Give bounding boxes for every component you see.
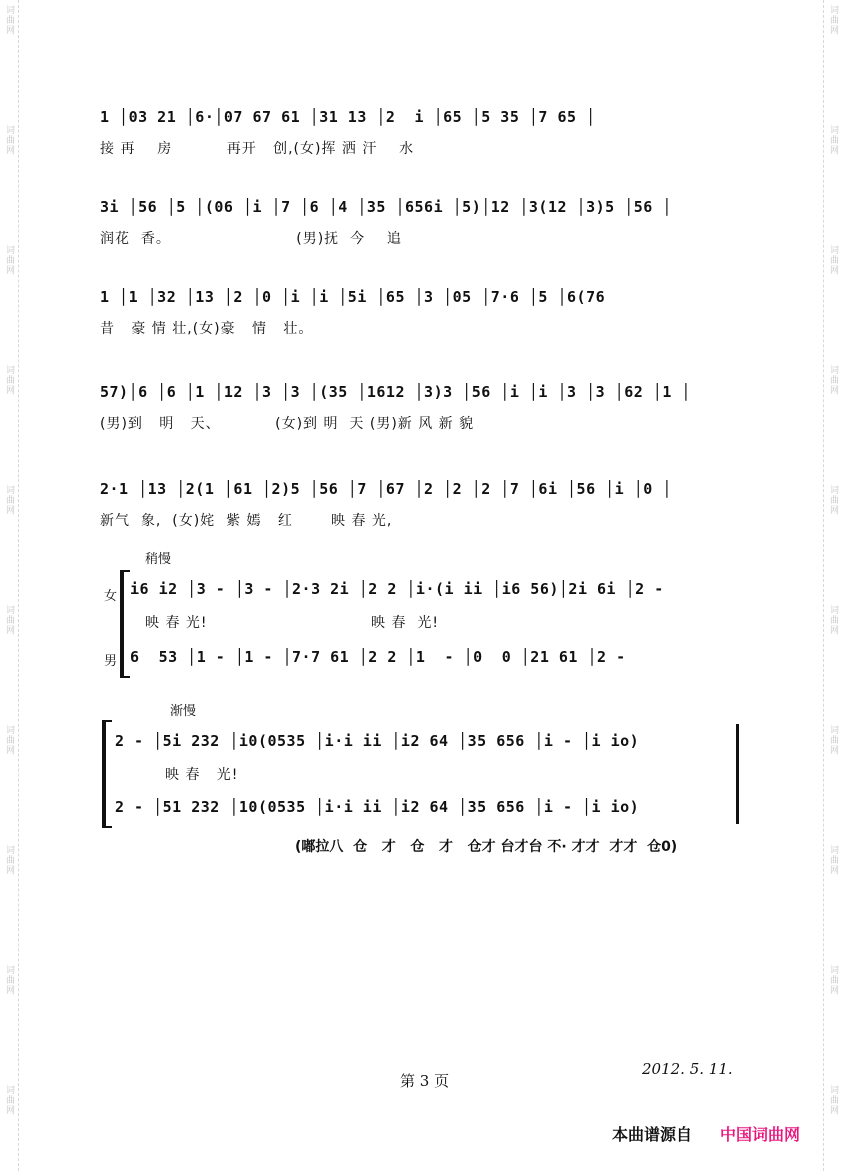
score-system-5: [100, 472, 745, 532]
male-staff: [115, 792, 740, 822]
watermark: 词曲网: [4, 125, 14, 155]
watermark: 词曲网: [4, 1085, 14, 1115]
left-margin-strip: [0, 0, 19, 1171]
lyrics-line: (男)到 明 天、 (女)到 明 天 (男)新 风 新 貌: [100, 416, 475, 432]
lyrics-line: 润花 香。 (男)抚 今 追: [100, 231, 402, 247]
female-notation-line: i6 i2 │3 - │3 - │2·3 2i │2 2 │i·(i ii │i6 56)│2i 6i │2 -: [130, 580, 664, 598]
source-label: 本曲谱源自: [612, 1125, 693, 1144]
male-notation-line: 2 - │51 232 │10(0535 │i·i ii │i2 64 │35 656 │i - │i io): [115, 798, 640, 816]
system-brace: [120, 570, 130, 678]
notation-line: 1 │1 │32 │13 │2 │0 │i │i │5i │65 │3 │05 │7·6 │5 │6(76: [100, 288, 606, 306]
watermark: 词曲网: [4, 605, 14, 635]
watermark: 词曲网: [4, 845, 14, 875]
notation-line: 2·1 │13 │2(1 │61 │2)5 │56 │7 │67 │2 │2 │2 │7 │6i │56 │i │0 │: [100, 480, 672, 498]
notation-line: 3i │56 │5 │(06 │i │7 │6 │4 │35 │656i │5)│12 │3(12 │3)5 │56 │: [100, 198, 672, 216]
watermark: 词曲网: [828, 245, 838, 275]
watermark: 词曲网: [4, 725, 14, 755]
female-lyrics-line: 映 春 光! 映 春 光!: [145, 615, 439, 631]
watermark: 词曲网: [4, 485, 14, 515]
date-stamp: 2012. 5. 11.: [642, 1060, 733, 1078]
watermark: 词曲网: [828, 605, 838, 635]
score-system-2: [100, 190, 745, 250]
male-voice-label: 男: [104, 654, 118, 669]
source-site-link[interactable]: 中国词曲网: [720, 1125, 801, 1144]
female-lyrics-line: 映 春 光!: [165, 767, 239, 783]
page-number: 第 3 页: [400, 1072, 450, 1090]
right-margin-strip: [823, 0, 842, 1171]
watermark: 词曲网: [4, 365, 14, 395]
watermark: 词曲网: [4, 965, 14, 995]
watermark: 词曲网: [828, 125, 838, 155]
watermark: 词曲网: [828, 5, 838, 35]
watermark: 词曲网: [828, 485, 838, 515]
watermark: 词曲网: [4, 5, 14, 35]
watermark: 词曲网: [828, 965, 838, 995]
tempo-marking: 渐慢: [170, 704, 197, 719]
final-barline: [736, 724, 739, 824]
female-staff: [130, 572, 745, 631]
lyrics-line: 接 再 房 再开 创,(女)挥 洒 汗 水: [100, 141, 415, 157]
female-notation-line: 2 - │5i 232 │i0(0535 │i·i ii │i2 64 │35 656 │i - │i io): [115, 732, 640, 750]
notation-line: 57)│6 │6 │1 │12 │3 │3 │(35 │1612 │3)3 │56 │i │i │3 │3 │62 │1 │: [100, 383, 691, 401]
female-staff: [115, 724, 740, 783]
male-notation-line: 6 53 │1 - │1 - │7·7 61 │2 2 │1 - │0 0 │21 61 │2 -: [130, 648, 626, 666]
tempo-marking: 稍慢: [145, 552, 172, 567]
notation-line: 1 │03 21 │6·│07 67 61 │31 13 │2 i │65 │5 35 │7 65 │: [100, 108, 596, 126]
percussion-line: (嘟拉八 仓 才 仓 才 仓才 台才台 不· 才才 才才 仓0): [295, 839, 678, 855]
watermark: 词曲网: [828, 725, 838, 755]
watermark: 词曲网: [828, 365, 838, 395]
lyrics-line: 新气 象, (女)姹 紫 嫣 红 映 春 光,: [100, 513, 393, 529]
lyrics-line: 昔 豪 情 壮,(女)豪 情 壮。: [100, 321, 314, 337]
system-brace: [102, 720, 112, 828]
watermark: 词曲网: [4, 245, 14, 275]
score-system-1: [100, 100, 745, 160]
male-staff: [130, 642, 745, 672]
watermark: 词曲网: [828, 845, 838, 875]
score-system-3: [100, 280, 745, 340]
score-system-4: [100, 375, 745, 435]
female-voice-label: 女: [104, 589, 118, 604]
watermark: 词曲网: [828, 1085, 838, 1115]
